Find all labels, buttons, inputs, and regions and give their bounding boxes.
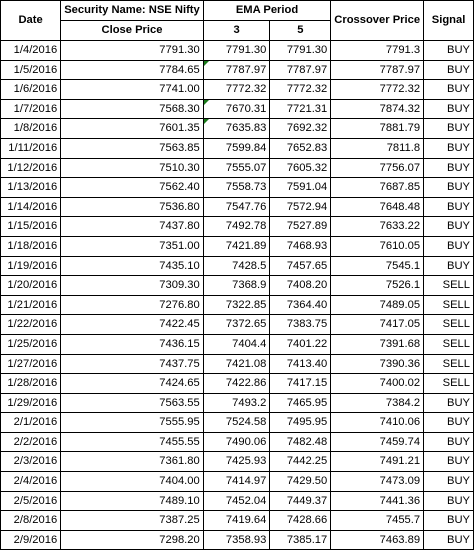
signal-cell[interactable]: SELL (424, 334, 474, 354)
signal-cell[interactable]: BUY (424, 99, 474, 119)
security-name-header: Security Name: NSE Nifty (61, 1, 204, 21)
date-cell[interactable]: 2/1/2016 (1, 413, 61, 433)
ema-3-cell[interactable]: 7414.97 (203, 472, 270, 492)
ema-3-cell[interactable]: 7358.93 (203, 530, 270, 550)
crossover-price-cell[interactable]: 7417.05 (331, 315, 424, 335)
crossover-price-cell[interactable]: 7489.05 (331, 295, 424, 315)
ema-5-cell[interactable]: 7465.95 (270, 393, 331, 413)
table-row (1, 80, 474, 100)
table-row (1, 256, 474, 276)
table-row (1, 138, 474, 158)
signal-cell[interactable]: BUY (424, 119, 474, 139)
crossover-price-cell[interactable]: 7400.02 (331, 374, 424, 394)
date-cell[interactable]: 2/3/2016 (1, 452, 61, 472)
ema-3-cell[interactable]: 7452.04 (203, 491, 270, 511)
ema-3-cell[interactable]: 7421.08 (203, 354, 270, 374)
close-price-cell[interactable]: 7562.40 (61, 178, 204, 198)
ema-3-cell[interactable]: 7428.5 (203, 256, 270, 276)
table-row (1, 158, 474, 178)
ema-5-cell[interactable]: 7385.17 (270, 530, 331, 550)
ema-5-cell[interactable]: 7605.32 (270, 158, 331, 178)
crossover-price-cell[interactable]: 7459.74 (331, 432, 424, 452)
close-price-cell[interactable]: 7437.80 (61, 217, 204, 237)
ema-3-cell[interactable]: 7558.73 (203, 178, 270, 198)
table-row (1, 99, 474, 119)
date-cell[interactable]: 2/8/2016 (1, 511, 61, 531)
close-price-cell[interactable]: 7510.30 (61, 158, 204, 178)
ema-5-cell[interactable]: 7401.22 (270, 334, 331, 354)
signal-cell[interactable]: BUY (424, 80, 474, 100)
table-row (1, 413, 474, 433)
signal-cell[interactable]: BUY (424, 452, 474, 472)
ema-5-cell[interactable]: 7468.93 (270, 236, 331, 256)
close-price-cell[interactable]: 7741.00 (61, 80, 204, 100)
signal-cell[interactable]: SELL (424, 374, 474, 394)
ema-5-cell[interactable]: 7772.32 (270, 80, 331, 100)
ema-5-cell[interactable]: 7383.75 (270, 315, 331, 335)
close-price-cell[interactable]: 7309.30 (61, 276, 204, 296)
date-cell[interactable]: 2/9/2016 (1, 530, 61, 550)
close-price-cell[interactable]: 7536.80 (61, 197, 204, 217)
signal-cell[interactable]: BUY (424, 217, 474, 237)
ema-3-cell[interactable]: 7368.9 (203, 276, 270, 296)
ema-5-cell[interactable]: 7527.89 (270, 217, 331, 237)
crossover-price-cell[interactable]: 7610.05 (331, 236, 424, 256)
ema-5-cell[interactable]: 7364.40 (270, 295, 331, 315)
crossover-price-cell[interactable]: 7463.89 (331, 530, 424, 550)
date-cell[interactable]: 1/27/2016 (1, 354, 61, 374)
table-row (1, 295, 474, 315)
ema-3-cell[interactable]: 7372.65 (203, 315, 270, 335)
crossover-price-cell[interactable]: 7455.7 (331, 511, 424, 531)
date-cell[interactable]: 1/14/2016 (1, 197, 61, 217)
date-cell[interactable]: 1/18/2016 (1, 236, 61, 256)
date-cell[interactable]: 1/21/2016 (1, 295, 61, 315)
ema-3-cell[interactable]: 7421.89 (203, 236, 270, 256)
ema-5-cell[interactable]: 7408.20 (270, 276, 331, 296)
date-cell[interactable]: 2/2/2016 (1, 432, 61, 452)
ema-5-cell[interactable]: 7429.50 (270, 472, 331, 492)
date-cell[interactable]: 1/29/2016 (1, 393, 61, 413)
close-price-cell[interactable]: 7489.10 (61, 491, 204, 511)
close-price-cell[interactable]: 7351.00 (61, 236, 204, 256)
signal-cell[interactable]: BUY (424, 530, 474, 550)
signal-cell[interactable]: BUY (424, 413, 474, 433)
crossover-price-cell[interactable]: 7545.1 (331, 256, 424, 276)
signal-cell[interactable]: BUY (424, 491, 474, 511)
crossover-price-cell[interactable]: 7756.07 (331, 158, 424, 178)
crossover-price-cell[interactable]: 7441.36 (331, 491, 424, 511)
close-price-cell[interactable]: 7563.85 (61, 138, 204, 158)
close-price-cell[interactable]: 7424.65 (61, 374, 204, 394)
ema-5-cell[interactable]: 7495.95 (270, 413, 331, 433)
ema-3-cell[interactable]: 7787.97 (203, 60, 270, 80)
close-price-cell[interactable]: 7435.10 (61, 256, 204, 276)
signal-cell[interactable]: SELL (424, 276, 474, 296)
table-row (1, 217, 474, 237)
ema-5-cell[interactable]: 7721.31 (270, 99, 331, 119)
ema-3-cell[interactable]: 7422.86 (203, 374, 270, 394)
table-row (1, 60, 474, 80)
crossover-price-cell[interactable]: 7410.06 (331, 413, 424, 433)
close-price-cell[interactable]: 7791.30 (61, 41, 204, 61)
signal-cell[interactable]: BUY (424, 256, 474, 276)
ema-5-header: 5 (270, 21, 331, 41)
table-row (1, 511, 474, 531)
table-row (1, 236, 474, 256)
signal-cell[interactable]: SELL (424, 315, 474, 335)
table-row (1, 530, 474, 550)
crossover-price-cell[interactable]: 7881.79 (331, 119, 424, 139)
date-header: Date (1, 1, 61, 41)
ema-5-cell[interactable]: 7482.48 (270, 432, 331, 452)
date-cell[interactable]: 1/13/2016 (1, 178, 61, 198)
table-row (1, 119, 474, 139)
signal-cell[interactable]: BUY (424, 393, 474, 413)
close-price-header: Close Price (61, 21, 204, 41)
signal-cell[interactable]: SELL (424, 354, 474, 374)
signal-cell[interactable]: BUY (424, 178, 474, 198)
close-price-cell[interactable]: 7436.15 (61, 334, 204, 354)
ema-3-cell[interactable]: 7425.93 (203, 452, 270, 472)
crossover-price-cell[interactable]: 7491.21 (331, 452, 424, 472)
close-price-cell[interactable]: 7455.55 (61, 432, 204, 452)
date-cell[interactable]: 1/22/2016 (1, 315, 61, 335)
crossover-price-cell[interactable]: 7791.3 (331, 41, 424, 61)
signal-cell[interactable]: BUY (424, 197, 474, 217)
signal-cell[interactable]: BUY (424, 138, 474, 158)
close-price-cell[interactable]: 7361.80 (61, 452, 204, 472)
close-price-cell[interactable]: 7563.55 (61, 393, 204, 413)
table-row (1, 491, 474, 511)
table-row (1, 197, 474, 217)
date-cell[interactable]: 1/25/2016 (1, 334, 61, 354)
ema-3-cell[interactable]: 7322.85 (203, 295, 270, 315)
ema-5-cell[interactable]: 7428.66 (270, 511, 331, 531)
close-price-cell[interactable]: 7601.35 (61, 119, 204, 139)
table-row (1, 374, 474, 394)
crossover-price-cell[interactable]: 7648.48 (331, 197, 424, 217)
ema-3-cell[interactable]: 7404.4 (203, 334, 270, 354)
crossover-price-cell[interactable]: 7787.97 (331, 60, 424, 80)
crossover-price-cell[interactable]: 7384.2 (331, 393, 424, 413)
crossover-price-cell[interactable]: 7390.36 (331, 354, 424, 374)
ema-5-cell[interactable]: 7457.65 (270, 256, 331, 276)
ema-5-cell[interactable]: 7692.32 (270, 119, 331, 139)
date-cell[interactable]: 1/15/2016 (1, 217, 61, 237)
close-price-cell[interactable]: 7422.45 (61, 315, 204, 335)
signal-cell[interactable]: BUY (424, 432, 474, 452)
signal-cell[interactable]: BUY (424, 511, 474, 531)
signal-cell[interactable]: BUY (424, 158, 474, 178)
table-row (1, 315, 474, 335)
signal-cell[interactable]: BUY (424, 41, 474, 61)
table-body (1, 41, 474, 550)
table-row (1, 178, 474, 198)
signal-cell[interactable]: SELL (424, 295, 474, 315)
crossover-price-cell[interactable]: 7772.32 (331, 80, 424, 100)
table-row (1, 432, 474, 452)
ema-3-header: 3 (203, 21, 270, 41)
ema-3-cell[interactable]: 7524.58 (203, 413, 270, 433)
ema-5-cell[interactable]: 7791.30 (270, 41, 331, 61)
date-cell[interactable]: 2/4/2016 (1, 472, 61, 492)
close-price-cell[interactable]: 7555.95 (61, 413, 204, 433)
ema-5-cell[interactable]: 7449.37 (270, 491, 331, 511)
crossover-price-cell[interactable]: 7687.85 (331, 178, 424, 198)
signal-cell[interactable]: BUY (424, 472, 474, 492)
date-cell[interactable]: 2/5/2016 (1, 491, 61, 511)
ema-5-cell[interactable]: 7413.40 (270, 354, 331, 374)
ema-3-cell[interactable]: 7772.32 (203, 80, 270, 100)
date-cell[interactable]: 1/7/2016 (1, 99, 61, 119)
ema-3-cell[interactable]: 7492.78 (203, 217, 270, 237)
ema-5-cell[interactable]: 7652.83 (270, 138, 331, 158)
ema-3-cell[interactable]: 7599.84 (203, 138, 270, 158)
ema-3-cell[interactable]: 7635.83 (203, 119, 270, 139)
table-row (1, 276, 474, 296)
date-cell[interactable]: 1/6/2016 (1, 80, 61, 100)
ema-3-cell[interactable]: 7670.31 (203, 99, 270, 119)
table-row (1, 393, 474, 413)
close-price-cell[interactable]: 7784.65 (61, 60, 204, 80)
crossover-price-header: Crossover Price (331, 1, 424, 41)
crossover-price-cell[interactable]: 7874.32 (331, 99, 424, 119)
ema-5-cell[interactable]: 7572.94 (270, 197, 331, 217)
ema-3-cell[interactable]: 7547.76 (203, 197, 270, 217)
date-cell[interactable]: 1/12/2016 (1, 158, 61, 178)
close-price-cell[interactable]: 7404.00 (61, 472, 204, 492)
table-row (1, 41, 474, 61)
ema-5-cell[interactable]: 7787.97 (270, 60, 331, 80)
ema-3-cell[interactable]: 7419.64 (203, 511, 270, 531)
close-price-cell[interactable]: 7387.25 (61, 511, 204, 531)
date-cell[interactable]: 1/4/2016 (1, 41, 61, 61)
crossover-price-cell[interactable]: 7526.1 (331, 276, 424, 296)
ema-3-cell[interactable]: 7493.2 (203, 393, 270, 413)
ema-5-cell[interactable]: 7591.04 (270, 178, 331, 198)
close-price-cell[interactable]: 7568.30 (61, 99, 204, 119)
signal-cell[interactable]: BUY (424, 60, 474, 80)
close-price-cell[interactable]: 7437.75 (61, 354, 204, 374)
close-price-cell[interactable]: 7298.20 (61, 530, 204, 550)
crossover-price-cell[interactable]: 7633.22 (331, 217, 424, 237)
date-cell[interactable]: 1/28/2016 (1, 374, 61, 394)
crossover-price-cell[interactable]: 7811.8 (331, 138, 424, 158)
ema-3-cell[interactable]: 7555.07 (203, 158, 270, 178)
date-cell[interactable]: 1/11/2016 (1, 138, 61, 158)
table-row (1, 354, 474, 374)
crossover-price-cell[interactable]: 7473.09 (331, 472, 424, 492)
ema-period-header: EMA Period (203, 1, 331, 21)
date-cell[interactable]: 1/19/2016 (1, 256, 61, 276)
date-cell[interactable]: 1/20/2016 (1, 276, 61, 296)
date-cell[interactable]: 1/8/2016 (1, 119, 61, 139)
table-row (1, 452, 474, 472)
close-price-cell[interactable]: 7276.80 (61, 295, 204, 315)
table-row (1, 472, 474, 492)
date-cell[interactable]: 1/5/2016 (1, 60, 61, 80)
ema-5-cell[interactable]: 7417.15 (270, 374, 331, 394)
signal-cell[interactable]: BUY (424, 236, 474, 256)
ema-5-cell[interactable]: 7442.25 (270, 452, 331, 472)
ema-3-cell[interactable]: 7490.06 (203, 432, 270, 452)
ema-3-cell[interactable]: 7791.30 (203, 41, 270, 61)
signal-header: Signal (424, 1, 474, 41)
crossover-price-cell[interactable]: 7391.68 (331, 334, 424, 354)
table-row (1, 334, 474, 354)
